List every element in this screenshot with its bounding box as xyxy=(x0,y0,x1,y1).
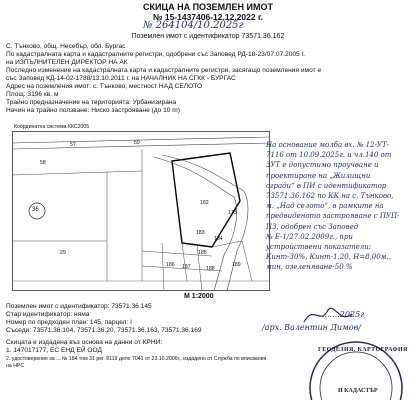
footer-company: 1. 147017177, ЕС ЕНД ЕЙ ООД xyxy=(6,347,102,354)
zoning-note-line: На основание молба вх. № 12-УТ- xyxy=(266,141,390,149)
zoning-note-line: 73571.36.162 по КК на с. Тънково, xyxy=(266,192,394,201)
address-line: Адрес на поземления имот: с. Тънково, местност НАД СЕЛОТО xyxy=(6,83,203,90)
handwritten-reference: № 264104/10.2025г xyxy=(143,20,244,31)
parcel-label: 185 xyxy=(198,250,207,256)
parcel-label: 57 xyxy=(70,142,76,148)
parcel-label: 58 xyxy=(40,160,46,166)
zoning-note-line: Кинт-30%, Кинт-1,20, Н=8,00м., xyxy=(266,253,391,262)
zoning-note-line: устройствени показатели: xyxy=(266,243,372,252)
zoning-note-line: проектиране на „Жилищни xyxy=(266,171,371,180)
property-identifier-line: Поземлен имот с идентификатор 73571.36.162 xyxy=(131,33,285,40)
map-scale: М 1:2000 xyxy=(184,293,214,300)
architect-name: /арх. Валентин Димов/ xyxy=(262,323,361,332)
cadastre-approval-line: По кадастралната карта и кадастралните регистри, одобрени със Заповед РД-18-23/07.07.2005 г. xyxy=(6,51,305,58)
parcel-label: 184 xyxy=(214,236,223,242)
coordinate-system-label: Координатна система ККС2005 xyxy=(14,124,90,130)
zoning-note-line: сгради“ в ПИ с идентификатор xyxy=(266,181,387,190)
zoning-note-line: мин. озеленяване-50 % xyxy=(266,263,353,272)
signature-date: .......2025г xyxy=(322,310,365,319)
footer-region: на НРС xyxy=(6,363,25,369)
parcel-label: 183 xyxy=(196,230,205,236)
footer-plan-number: Номер по предходен план: 145, парцел: I xyxy=(6,319,132,326)
parcel-label: 187 xyxy=(182,264,191,270)
parcel-label: 189 xyxy=(232,262,241,268)
parcel-label: 182 xyxy=(200,200,209,206)
parcel-label: 188 xyxy=(206,266,215,272)
parcel-label: 173 xyxy=(228,210,237,216)
zoning-note-line: ПЗ, одобрен със Заповед xyxy=(266,222,359,231)
last-change-line: Последно изменение на кадастралната карта и кадастралните регистри, засягащо поземления имот е xyxy=(6,67,322,74)
footer-identifier: Поземлен имот с идентификатор: 73571.36.145 xyxy=(6,303,152,310)
footer-issued-basis: Скицата е издадена въз основа на данни от КРНИ: xyxy=(6,339,163,346)
approver-line: на ИЗПЪЛНИТЕЛЕН ДИРЕКТОР НА АК xyxy=(6,59,128,66)
sketch-title: СКИЦА НА ПОЗЕМЛЕН ИМОТ xyxy=(143,2,273,12)
parcel-label: 186 xyxy=(166,262,175,268)
stamp-text-bottom: И КАДАСТЪР xyxy=(338,388,378,394)
footer-neighbors: Съседи: 73571.36.104, 73571.36.20, 73571.36.163, 73571.36.169 xyxy=(6,327,202,334)
zoning-note xyxy=(266,140,400,273)
footer-license: 2. удостоверение за ... № 184 том 31 рег. 8119 дело 7041 от 23.10.2006г., издадено от Служба по вписвания xyxy=(6,356,267,362)
footer-old-identifier: Стар идентификатор: няма xyxy=(6,311,90,318)
parcel-label: 29 xyxy=(60,250,66,256)
parcel-label: 59 xyxy=(134,140,140,146)
zoning-note-line: ЗУТ е допустимо проучване и xyxy=(266,161,379,170)
area-line: Площ: 3196 кв. м xyxy=(6,91,59,98)
zoning-note-line: № Е-1/27.02.2009г., при xyxy=(266,232,353,241)
purpose-line: Трайно предназначение на територията: Урбанизирана xyxy=(6,99,177,106)
usage-line: Начин на трайно ползване: Ниско застрояване (до 10 m) xyxy=(6,107,180,114)
order-line: със Заповед КД-14-02-1788/13.10.2011 г. на НАЧАЛНИК НА СГКК - БУРГАС xyxy=(6,75,236,82)
stamp-text-top: ГЕОДЕЗИЯ, КАРТОГРАФИЯ xyxy=(318,347,408,353)
parcel-label: 36 xyxy=(32,207,39,213)
location-line: С. Тънково, общ. Несебър, обл. Бургас xyxy=(6,43,126,50)
zoning-note-line: предвиденото застрояване с ПУП- xyxy=(266,212,400,221)
sketch-number: № 15-1437406-12.12.2022 г. xyxy=(153,12,263,22)
zoning-note-line: м. „Над селото“, в рамките на xyxy=(266,202,384,211)
zoning-note-line: 7116 от 10.09.2025г. и чл.140 от xyxy=(266,151,392,160)
